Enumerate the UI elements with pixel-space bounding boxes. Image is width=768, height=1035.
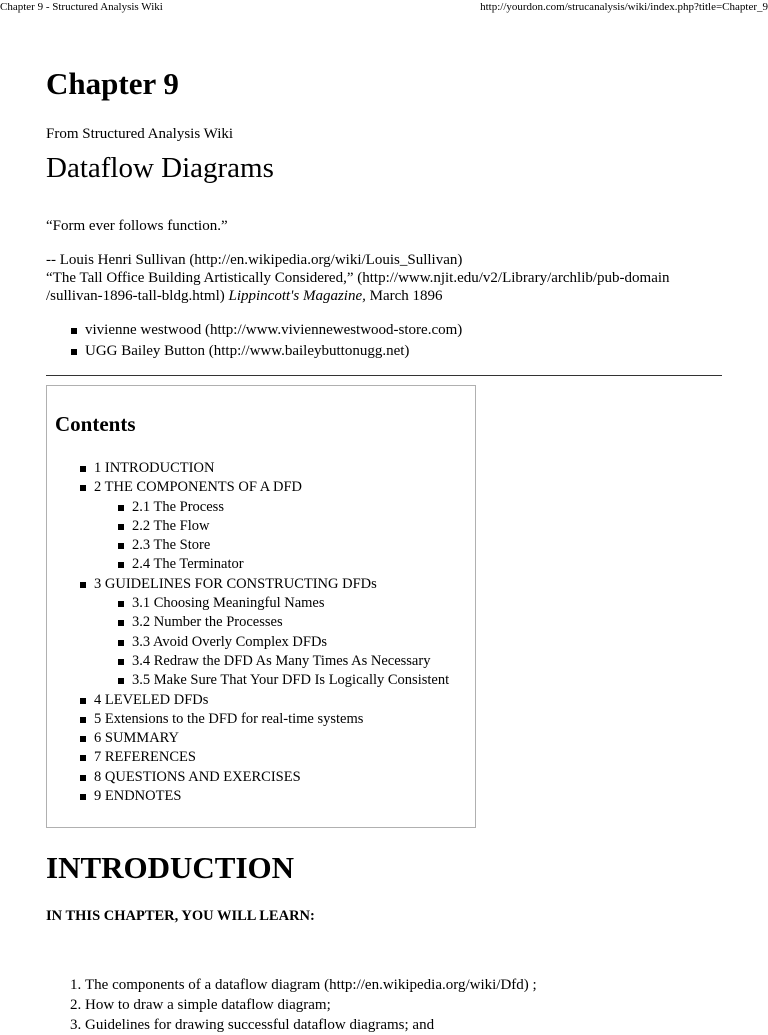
toc-subitem[interactable]: 2.4 The Terminator xyxy=(115,555,449,574)
toc-item[interactable]: 5 Extensions to the DFD for real-time systems xyxy=(77,710,449,729)
toc-item[interactable]: 7 REFERENCES xyxy=(77,748,449,767)
attribution-url-tail: /sullivan-1896-tall-bldg.html) xyxy=(46,288,229,304)
toc-item[interactable]: 1 INTRODUCTION xyxy=(77,459,449,478)
print-header xyxy=(0,0,768,18)
attribution-source-cont xyxy=(46,287,722,305)
toc-item[interactable]: 8 QUESTIONS AND EXERCISES xyxy=(77,768,449,787)
attribution-author: -- Louis Henri Sullivan (http://en.wikipedia.org/wiki/Louis_Sullivan) xyxy=(46,252,463,268)
toc-subitem[interactable]: 3.1 Choosing Meaningful Names xyxy=(115,594,449,613)
toc-list xyxy=(77,459,449,806)
epigraph-attribution xyxy=(46,251,722,305)
toc-title: Contents xyxy=(55,412,136,436)
toc-item[interactable]: 6 SUMMARY xyxy=(77,729,449,748)
learning-objective: 2. How to draw a simple dataflow diagram; xyxy=(85,995,537,1015)
learning-objectives-heading: IN THIS CHAPTER, YOU WILL LEARN: xyxy=(46,908,315,924)
horizontal-divider xyxy=(46,375,722,376)
toc-subitem[interactable]: 2.3 The Store xyxy=(115,536,449,555)
toc-item[interactable]: 9 ENDNOTES xyxy=(77,787,449,806)
introduction-heading: INTRODUCTION xyxy=(46,850,295,885)
print-header-title: Chapter 9 - Structured Analysis Wiki xyxy=(0,1,163,13)
toc-subitem[interactable]: 3.4 Redraw the DFD As Many Times As Necessary xyxy=(115,652,449,671)
external-link[interactable]: UGG Bailey Button (http://www.baileybuttonugg.net) xyxy=(68,341,462,362)
print-header-url: http://yourdon.com/strucanalysis/wiki/index.php?title=Chapter_9 xyxy=(480,1,768,13)
toc-item[interactable]: 3 GUIDELINES FOR CONSTRUCTING DFDs xyxy=(77,575,449,594)
learning-objective: 3. Guidelines for drawing successful dataflow diagrams; and xyxy=(85,1015,537,1035)
toc-subitem[interactable]: 3.3 Avoid Overly Complex DFDs xyxy=(115,633,449,652)
epigraph-quote: “Form ever follows function.” xyxy=(46,218,228,234)
toc-item[interactable]: 4 LEVELED DFDs xyxy=(77,691,449,710)
attribution-source: “The Tall Office Building Artistically Considered,” (http://www.njit.edu/v2/Library/archlib/pub-domain xyxy=(46,270,670,286)
learning-objective: 1. The components of a dataflow diagram (http://en.wikipedia.org/wiki/Dfd) ; xyxy=(85,975,537,995)
toc-subitem[interactable]: 3.2 Number the Processes xyxy=(115,613,449,632)
external-link[interactable]: vivienne westwood (http://www.viviennewestwood-store.com) xyxy=(68,320,462,341)
page-title: Chapter 9 xyxy=(46,66,179,101)
table-of-contents xyxy=(46,385,476,828)
attribution-magazine: Lippincott's Magazine, xyxy=(228,288,366,304)
toc-subitem[interactable]: 3.5 Make Sure That Your DFD Is Logically Consistent xyxy=(115,671,449,690)
toc-subitem[interactable]: 2.1 The Process xyxy=(115,498,449,517)
attribution-date: March 1896 xyxy=(365,288,443,304)
toc-item[interactable]: 2 THE COMPONENTS OF A DFD xyxy=(77,478,449,497)
external-links-list xyxy=(68,320,462,362)
section-title: Dataflow Diagrams xyxy=(46,152,274,184)
site-subtitle: From Structured Analysis Wiki xyxy=(46,126,234,142)
learning-objectives-list xyxy=(46,975,537,1035)
toc-subitem[interactable]: 2.2 The Flow xyxy=(115,517,449,536)
